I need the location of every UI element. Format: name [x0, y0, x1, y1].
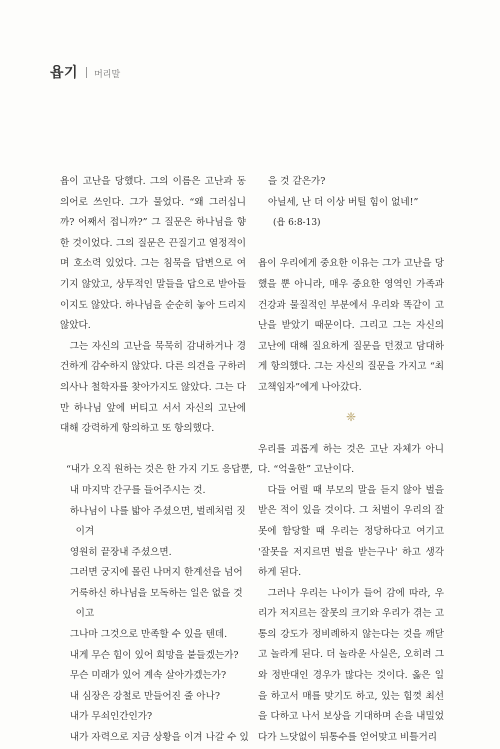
scripture-reference: (욥 6:8-13) — [273, 218, 321, 229]
verse-line: 그나마 그것으로 만족할 수 있을 텐데. — [69, 629, 228, 641]
spacer — [60, 440, 246, 461]
book-title: 욥기 — [50, 65, 79, 81]
running-header — [50, 62, 120, 82]
paragraph-3: 욥이 우리에게 중요한 이유는 그가 고난을 당했을 뿐 아니라, 매우 중요한 영역인 가족과 건강과 물질적인 부분에서 우리와 똑같이 고난을 받았기 때문이다. 그리고 그는 자신의 고난에 대해 질요하게 질문을 던졌고 담대하게 항의했다. 그는 자신의 질문을 가지고 “최고책임자”에게 나아갔다. — [258, 258, 444, 393]
verse-line: 을 것 같은가? — [267, 176, 326, 187]
verse-line: 아닐세, 난 더 이상 버틸 힘이 없네!” — [267, 196, 419, 208]
verse-line: 그러면 궁지에 몰린 나머지 한계선을 넘어 — [69, 567, 243, 579]
right-column — [258, 172, 444, 748]
verse-line: 내가 무쇠인간인가? — [69, 711, 153, 723]
paragraph-2: 그는 자신의 고난을 묵묵히 감내하거나 경건하게 감수하지 않았다. 다른 의견을 구하러 의사나 철학자를 찾아가지도 않았다. 그는 다만 하나님 앞에 버티고 서서 자신의 고난에 대해 강력하게 항의하고 또 항의했다. — [60, 340, 246, 435]
section-ornament-icon: ❈ — [345, 409, 357, 424]
paragraph-1: 욥이 고난을 당했다. 그의 이름은 고난과 동의어로 쓰인다. 그가 물었다. “왜 그러십니까? 어째서 접니까?” 그 질문은 하나님을 향한 것이었다. 그의 질문은 끈질기고 열정적이며 호소력 있었다. 그는 침묵을 답변으로 여기지 않았고, 상투적인 말들을 답으로 받아들이지도 않았다. 하나님을 순순히 놓아 드리지 않았다. — [60, 176, 246, 332]
verse-line: 내가 자력으로 지금 상황을 이겨 나갈 수 있 — [69, 732, 249, 744]
verse-quote-continued — [264, 172, 444, 234]
spacer — [258, 234, 444, 255]
section-label: 머리말 — [94, 70, 121, 80]
paragraph-4: 우리를 괴롭게 하는 것은 고난 자체가 아니다. “억울한” 고난이다. — [258, 443, 444, 476]
paragraph-6: 그러나 우리는 나이가 들어 감에 따라, 우리가 저지르는 잘못의 크기와 우리가 겪는 고통의 강도가 정비례하지 않는다는 것을 깨닫고 놀라게 된다. 더 놀라운 사실은, 오히려 그와 정반대인 경우가 많다는 것이다. 옳은 일을 하고서 매를 맞기도 하고, 있는 힘껏 최선을 다하고 나서 보상을 기대하며 손을 내밀었다가 느닷없이 뒤통수를 얻어맞고 비틀거리 — [258, 587, 444, 743]
verse-line: 영원히 끝장내 주셨으면. — [69, 546, 172, 558]
verse-line: 거룩하신 하나님을 모독하는 일은 없을 것이고 — [69, 587, 243, 620]
paragraph-5: 다들 어릴 때 부모의 말을 듣지 않아 벌을 받은 적이 있을 것이다. 그 처벌이 우리의 잘못에 합당할 때 우리는 정당하다고 여기고 '잘못을 저지르면 벌을 받는구나' 하고 생각하게 된다. — [258, 484, 444, 579]
verse-line: 내게 무슨 힘이 있어 희망을 붙들겠는가? — [69, 649, 239, 661]
header-divider — [86, 67, 87, 78]
left-column — [60, 172, 253, 749]
verse-line: “내가 오직 원하는 것은 한 가지 기도 응답뿐, — [66, 464, 253, 476]
verse-line: 내 마지막 간구를 들어주시는 것. — [69, 484, 206, 496]
verse-quote — [66, 460, 253, 748]
verse-line: 내 심장은 강철로 만들어진 줄 아나? — [69, 690, 220, 702]
verse-line: 하나님이 나를 밟아 주셨으면, 벌레처럼 짓이겨 — [69, 505, 246, 538]
verse-line: 무슨 미래가 있어 계속 살아가겠는가? — [69, 670, 227, 682]
